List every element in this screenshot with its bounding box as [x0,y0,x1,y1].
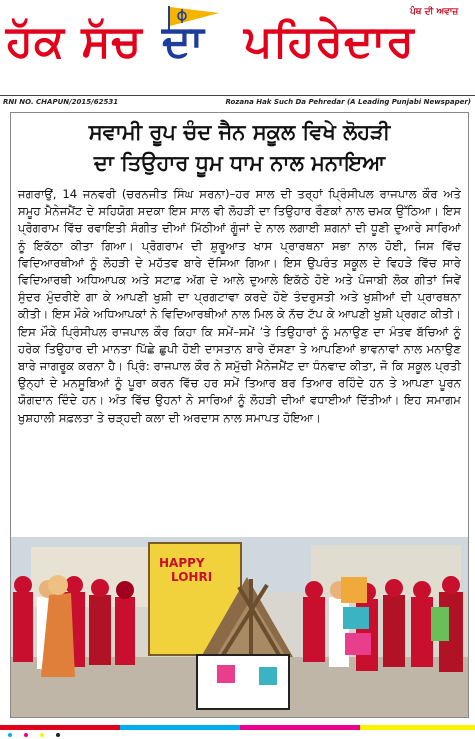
news-article [10,112,469,718]
event-photo [11,537,468,717]
publication-name: Rozana Hak Such Da Pehredar (A Leading Punjabi Newspaper) [225,98,471,106]
headline-line-2: ਦਾ ਤਿਉਹਾਰ ਧੂਮ ਧਾਮ ਨਾਲ ਮਨਾਇਆ [93,151,386,175]
masthead [0,0,475,92]
masthead-title-part2: ਦਾ [162,16,204,67]
article-body: ਜਗਰਾਉਂ, 14 ਜਨਵਰੀ (ਚਰਨਜੀਤ ਸਿੰਘ ਸਰਨਾ)–ਹਰ ਸਾਲ ਦੀ ਤਰ੍ਹਾਂ ਪ੍ਰਿੰਸੀਪਲ ਰਾਜਪਾਲ ਕੌਰ ਅਤੇ ਸਮੂਹ ਮੈਨੇਜਮੈਂਟ ਦੇ ਸਹਿਯੋਗ ਸਦਕਾ ਇਸ ਸਾਲ ਵੀ ਲੋਹੜੀ ਦਾ ਤਿਉਹਾਰ ਰੌਣਕਾਂ ਨਾਲ ਚਮਕ ਉੱਠਿਆ। ਇਸ ਪ੍ਰੋਗਰਾਮ ਵਿੱਚ ਰਵਾਇਤੀ ਸੰਗੀਤ ਦੀਆਂ ਮਿੱਠੀਆਂ ਗੂੰਜਾਂ ਦੇ ਨਾਲ ਲਗਾਈ ਸ਼ਗਨਾਂ ਦੀ ਧੂਣੀ ਦੁਆਰੇ ਸਾਰਿਆਂ ਨੂੰ ਇਕੱਠਾ ਕੀਤਾ ਗਿਆ। ਪ੍ਰੋਗਰਾਮ ਦੀ ਸ਼ੁਰੂਆਤ ਖਾਸ ਪ੍ਰਾਰਥਨਾ ਸਭਾ ਨਾਲ ਹੋਈ, ਜਿਸ ਵਿੱਚ ਵਿਦਿਆਰਥੀਆਂ ਨੂੰ ਲੋਹੜੀ ਦੇ ਮਹੱਤਵ ਬਾਰੇ ਦੱਸਿਆ ਗਿਆ। ਇਸ ਉਪਰੰਤ ਸਕੂਲ ਦੇ ਵਿਹੜੇ ਵਿੱਚ ਸਾਰੇ ਵਿਦਿਆਰਥੀ ਅਧਿਆਪਕ ਅਤੇ ਸਟਾਫ਼ ਅੱਗ ਦੇ ਆਲੇ ਦੁਆਲੇ ਇਕੱਠੇ ਹੋਏ ਅਤੇ ਪੰਜਾਬੀ ਲੋਕ ਗੀਤਾਂ ਜਿਵੇਂ ਸੁੰਦਰ ਮੁੰਦਰੀਏ ਗਾ ਕੇ ਆਪਣੀ ਖੁਸ਼ੀ ਦਾ ਪ੍ਰਗਟਾਵਾ ਕਰਦੇ ਹੋਏ ਤੰਦਰੁਸਤੀ ਅਤੇ ਖੁਸ਼ੀਆਂ ਦੀ ਪ੍ਰਾਰਥਨਾ ਕੀਤੀ। ਇਸ ਮੌਕੇ ਅਧਿਆਪਕਾਂ ਨੇ ਵਿਦਿਆਰਥੀਆਂ ਨਾਲ ਮਿਲ ਕੇ ਨੱਚ ਟੱਪ ਕੇ ਆਪਣੀ ਖੁਸ਼ੀ ਪ੍ਰਗਟ ਕੀਤੀ। ਇਸ ਮੌਕੇ ਪ੍ਰਿੰਸੀਪਲ ਰਾਜਪਾਲ ਕੌਰ ਕਿਹਾ ਕਿ ਸਮੇਂ–ਸਮੇਂ ’ਤੇ ਤਿਉਹਾਰਾਂ ਨੂੰ ਮਨਾਉਣ ਦਾ ਮੰਤਵ ਬੱਚਿਆਂ ਨੂੰ ਹਰੇਕ ਤਿਉਹਾਰ ਦੀ ਮਾਨਤਾ ਪਿੱਛੇ ਛੁਪੀ ਹੋਈ ਦਾਸਤਾਨ ਬਾਰੇ ਦੱਸਣਾ ਤੇ ਆਪਣਿਆਂ ਭਾਵਨਾਵਾਂ ਨਾਲ ਮਨਾਉਣ ਬਾਰੇ ਜਾਗਰੂਕ ਕਰਨਾ ਹੈ। ਪ੍ਰਿੰ: ਰਾਜਪਾਲ ਕੌਰ ਨੇ ਸਮੁੱਚੀ ਮੈਨੇਜਮੈਂਟ ਦਾ ਧੰਨਵਾਦ ਕੀਤਾ, ਜੋ ਕਿ ਸਕੂਲ ਪ੍ਰਤੀ ਉਨ੍ਹਾਂ ਦੇ ਮਨਸੂਬਿਆਂ ਨੂੰ ਪੂਰਾ ਕਰਨ ਵਿੱਚ ਹਰ ਸਮੇਂ ਤਿਆਰ ਬਰ ਤਿਆਰ ਰਹਿੰਦੇ ਹਨ ਤੇ ਆਪਣਾ ਪੂਰਨ ਯੋਗਦਾਨ ਦਿੰਦੇ ਹਨ। ਅੰਤ ਵਿੱਚ ਉਹਨਾਂ ਨੇ ਸਾਰਿਆਂ ਨੂੰ ਲੋਹੜੀ ਦੀਆਂ ਵਧਾਈਆਂ ਦਿੱਤੀਆਂ। ਇਹ ਸਮਾਗਮ ਖੁਸ਼ਹਾਲੀ ਸਫ਼ਲਤਾ ਤੇ ਚੜ੍ਹਦੀ ਕਲਾ ਦੀ ਅਰਦਾਸ ਨਾਲ ਸਮਾਪਤ ਹੋਇਆ। [18,187,461,425]
masthead-title-part1: ਹੱਕ ਸੱਚ [6,16,143,67]
masthead-meta-bar [0,95,475,110]
rni-number: RNI NO. CHAPUN/2015/62531 [3,98,119,106]
masthead-title-part3: ਪਹਿਰੇਦਾਰ [244,16,415,67]
article-headline [19,117,460,179]
banner-text-1: HAPPY [159,556,205,570]
headline-line-1: ਸਵਾਮੀ ਰੂਪ ਚੰਦ ਜੈਨ ਸਕੂਲ ਵਿਖੇ ਲੋਹੜੀ [88,120,391,144]
banner-text-2: LOHRI [171,570,213,584]
masthead-tagline: ਪੰਥ ਦੀ ਅਵਾਜ਼ [410,7,459,17]
print-registration-bars [0,719,475,739]
